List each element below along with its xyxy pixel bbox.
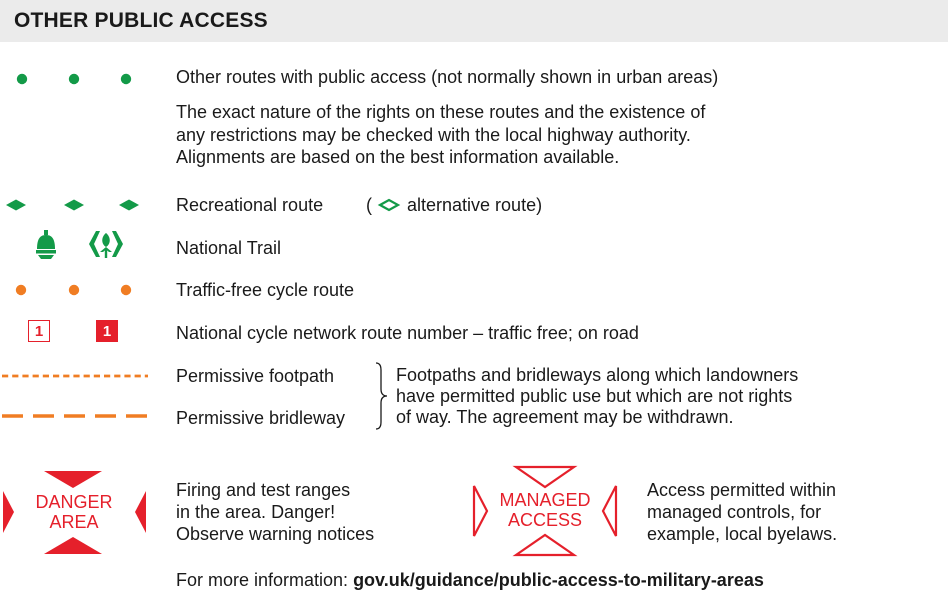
danger-area-description: [176, 479, 374, 545]
managed-access-sign: [470, 465, 620, 557]
permissive-footpath-label: Permissive footpath: [176, 366, 335, 386]
short-dash-orange-line: [0, 372, 150, 380]
description-line: Firing and test ranges: [176, 480, 351, 500]
acorn-icon: [34, 229, 58, 261]
managed-access-description: [647, 479, 837, 545]
description-line: example, local byelaws.: [647, 524, 838, 544]
cycle-number-on-road: [96, 320, 118, 342]
danger-area-sign: [0, 470, 150, 555]
danger-sign-text: AREA: [49, 512, 99, 532]
long-dash-orange-line: [0, 411, 150, 421]
managed-sign-text: ACCESS: [507, 510, 583, 530]
curly-brace: [372, 360, 392, 432]
open-diamond-icon: [377, 196, 401, 214]
more-info-line: [176, 569, 764, 591]
description-line: Observe warning notices: [176, 524, 375, 544]
alt-route-label: alternative route): [407, 195, 543, 215]
description-line: in the area. Danger!: [176, 502, 336, 522]
other-routes-label: Other routes with public access (not normally shown in urban areas): [176, 67, 719, 87]
cycle-number-text: 1: [34, 322, 44, 340]
note-line: Footpaths and bridleways along which landowners: [396, 365, 799, 385]
note-line: The exact nature of the rights on these routes and the existence of: [176, 102, 706, 122]
danger-sign-text: DANGER: [35, 492, 113, 512]
cycle-route-label: Traffic-free cycle route: [176, 280, 355, 300]
other-routes-note: [176, 101, 705, 169]
alt-route-open-paren: (: [366, 195, 372, 215]
permissive-note: [396, 365, 798, 428]
note-line: Alignments are based on the best information available.: [176, 147, 620, 167]
note-line: have permitted public use but which are not rights: [396, 386, 793, 406]
note-line: of way. The agreement may be withdrawn.: [396, 407, 734, 427]
description-line: managed controls, for: [647, 502, 822, 522]
permissive-bridleway-label: Permissive bridleway: [176, 408, 346, 428]
recreational-route-label: Recreational route: [176, 195, 324, 215]
section-header: [0, 0, 948, 42]
note-line: any restrictions may be checked with the local highway authority.: [176, 124, 691, 145]
description-line: Access permitted within: [647, 480, 837, 500]
green-diamonds-symbol: [0, 194, 150, 216]
more-info-link[interactable]: gov.uk/guidance/public-access-to-military-areas: [353, 570, 764, 590]
cycle-network-label: National cycle network route number – traffic free; on road: [176, 323, 639, 343]
section-title: OTHER PUBLIC ACCESS: [14, 9, 268, 32]
cycle-number-traffic-free: [28, 320, 50, 342]
more-info-prefix: For more information:: [176, 570, 354, 590]
managed-sign-text: MANAGED: [499, 490, 591, 510]
green-dots-symbol: [0, 64, 150, 92]
cycle-number-text: 1: [102, 322, 112, 340]
thistle-icon: [86, 228, 126, 262]
national-trail-label: National Trail: [176, 238, 282, 258]
orange-dots-symbol: [0, 276, 150, 304]
